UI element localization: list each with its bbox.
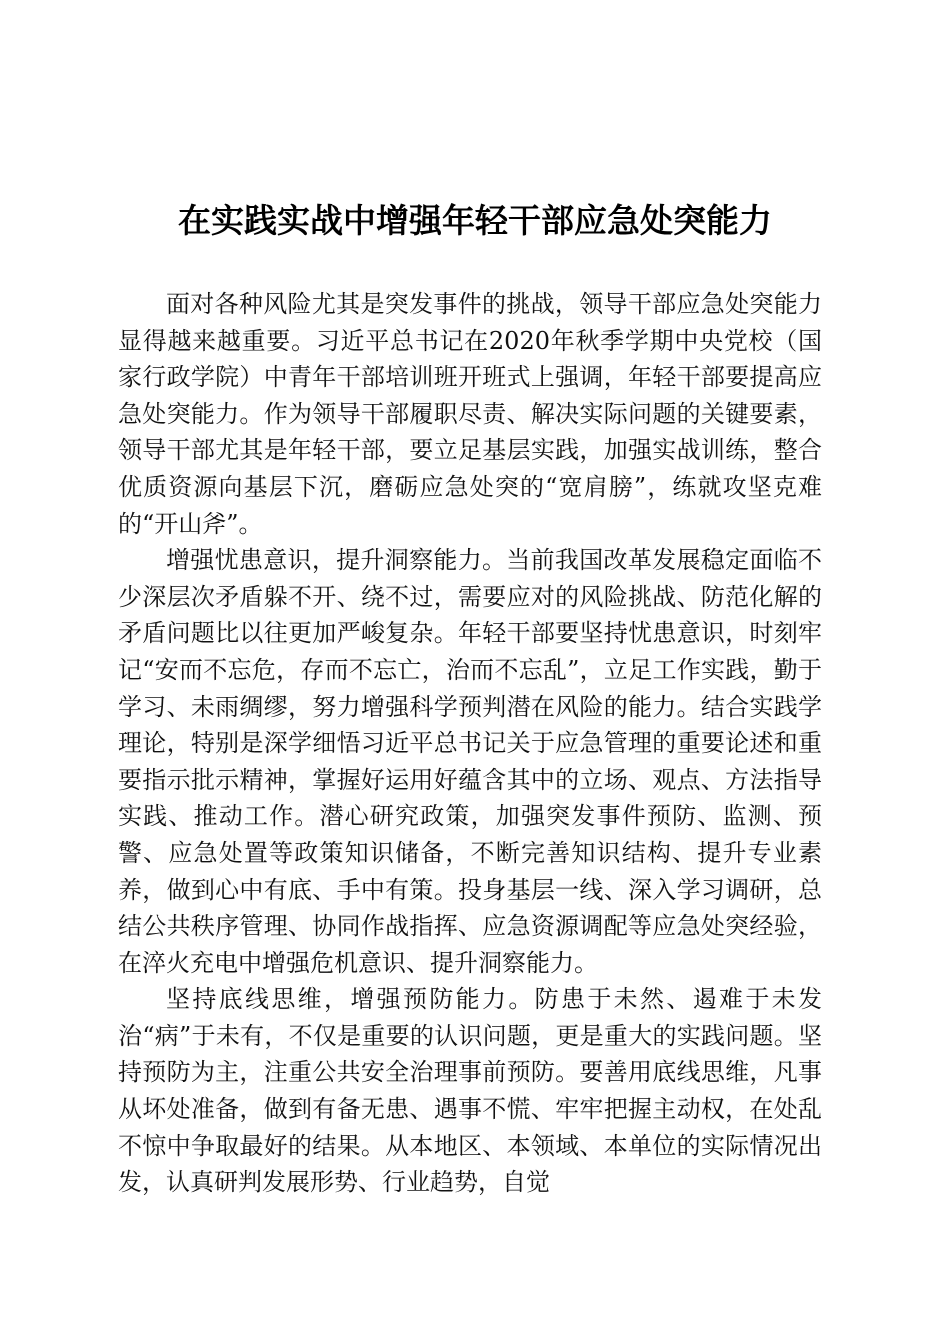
document-title: 在实践实战中增强年轻干部应急处突能力 — [178, 201, 772, 240]
paragraph-bottom-line: 坚持底线思维，增强预防能力。防患于未然、遏难于未发治“病”于未有，不仅是重要的认识问题，更是重大的实践问题。坚持预防为主，注重公共安全治理事前预防。要善用底线思维，凡事从坏处准备，做到有备无患、遇事不慌、牢牢把握主动权，在处乱不惊中争取最好的结果。从本地区、本领域、本单位的实际情况出发，认真研判发展形势、行业趋势，自觉 — [118, 985, 822, 1197]
document-body — [118, 286, 822, 1201]
paragraph-awareness: 增强忧患意识，提升洞察能力。当前我国改革发展稳定面临不少深层次矛盾躲不开、绕不过，需要应对的风险挑战、防范化解的矛盾问题比以往更加严峻复杂。年轻干部要坚持忧患意识，时刻牢记“安而不忘危，存而不忘亡，治而不忘乱”，立足工作实践，勤于学习、未雨绸缪，努力增强科学预判潜在风险的能力。结合实践学理论，特别是深学细悟习近平总书记关于应急管理的重要论述和重要指示批示精神，掌握好运用好蕴含其中的立场、观点、方法指导实践、推动工作。潜心研究政策，加强突发事件预防、监测、预警、应急处置等政策知识储备，不断完善知识结构、提升专业素养，做到心中有底、手中有策。投身基层一线、深入学习调研，总结公共秩序管理、协同作战指挥、应急资源调配等应急处突经验，在淬火充电中增强危机意识、提升洞察能力。 — [118, 546, 822, 977]
paragraph-intro: 面对各种风险尤其是突发事件的挑战，领导干部应急处突能力显得越来越重要。习近平总书记在2020年秋季学期中央党校（国家行政学院）中青年干部培训班开班式上强调，年轻干部要提高应急处突能力。作为领导干部履职尽责、解决实际问题的关键要素，领导干部尤其是年轻干部，要立足基层实践，加强实战训练，整合优质资源向基层下沉，磨砺应急处突的“宽肩膀”，练就攻坚克难的“开山斧”。 — [118, 290, 822, 538]
